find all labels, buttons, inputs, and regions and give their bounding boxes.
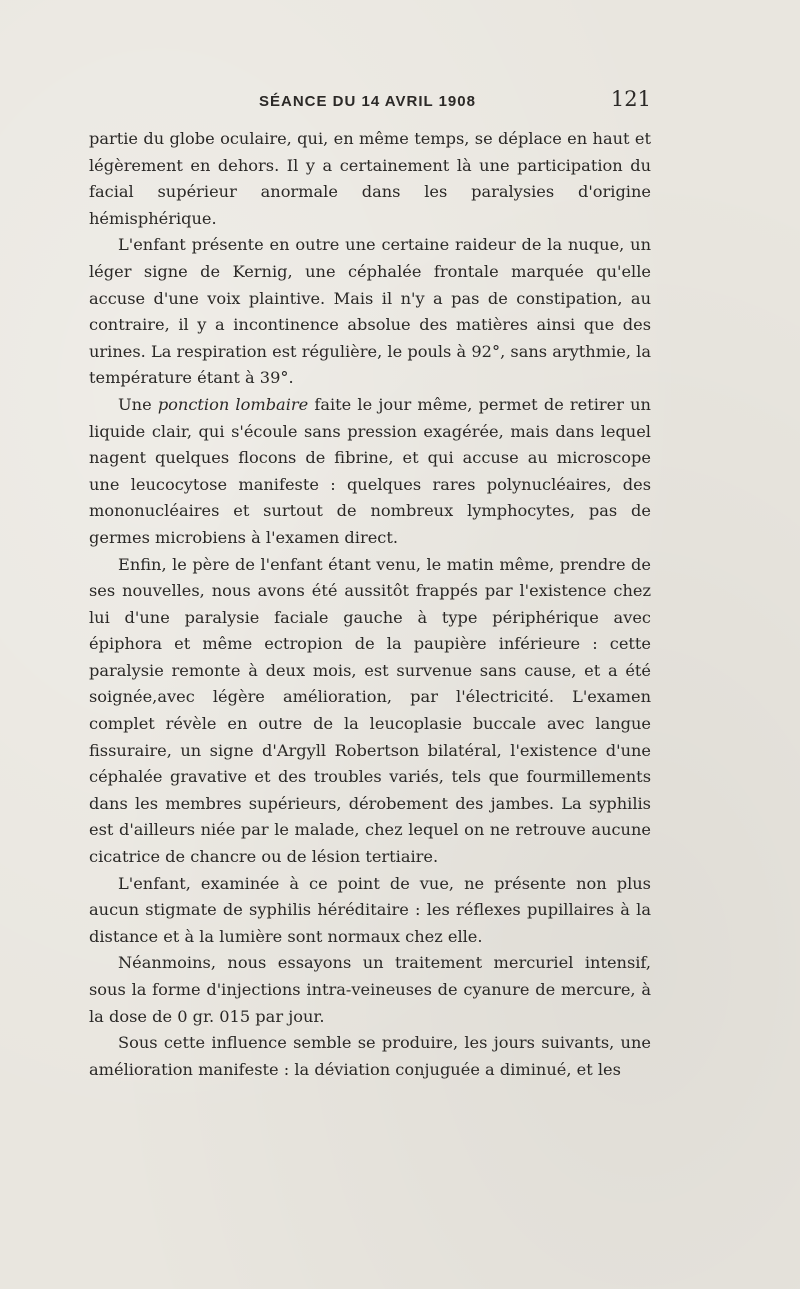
ponction-lombaire-italic: ponction lombaire bbox=[157, 394, 309, 414]
paragraph-5: L'enfant, examinée à ce point de vue, ne présente non plus aucun stigmate de syphilis héréditaire : les réflexes pupillaires à la distance et à la lumière sont normaux chez elle. bbox=[89, 873, 651, 946]
running-title: SÉANCE DU 14 AVRIL 1908 bbox=[259, 93, 476, 110]
paragraph-2: L'enfant présente en outre une certaine raideur de la nuque, un léger signe de Kernig, une céphalée frontale marquée qu'elle accuse d'une voix plaintive. Mais il n'y a pas de constipation, au contraire, il y a incontinence absolue des matières ainsi que des urines. La respiration est régulière, le pouls à 92°, sans arythmie, la température étant à 39°. bbox=[89, 235, 651, 388]
paragraph-3-start: Une bbox=[118, 394, 158, 414]
body-text bbox=[89, 126, 651, 1083]
page-number: 121 bbox=[610, 87, 651, 111]
paragraph-4: Enfin, le père de l'enfant étant venu, le matin même, prendre de ses nouvelles, nous avons été aussitôt frappés par l'existence chez lui d'une paralysie faciale gauche à type périphérique avec épiphora et même ectropion de la paupière inférieure : cette paralysie remonte à deux mois, est survenue sans cause, et a été soignée,avec légère amélioration, par l'électricité. L'examen complet révèle en outre de la leucoplasie buccale avec langue fissuraire, un signe d'Argyll Robertson bilatéral, l'existence d'une céphalée gravative et des troubles variés, tels que fourmillements dans les membres supérieurs, dérobement des jambes. La syphilis est d'ailleurs niée par le malade, chez lequel on ne retrouve aucune cicatrice de chancre ou de lésion tertiaire. bbox=[89, 554, 651, 867]
paragraph-3-rest: faite le jour même, permet de retirer un liquide clair, qui s'écoule sans pression exagérée, mais dans lequel nagent quelques flocons de fibrine, et qui accuse au microscope une leucocytose manifeste : quelques rares polynucléaires, des mononucléaires et surtout de nombreux lymphocytes, pas de germes microbiens à l'examen direct. bbox=[89, 394, 651, 547]
paragraph-1: partie du globe oculaire, qui, en même temps, se déplace en haut et légèrement en dehors. Il y a certainement là une participation du facial supérieur anormale dans les paralysies d'origine hémisphérique. bbox=[89, 129, 651, 228]
paragraph-7: Sous cette influence semble se produire, les jours suivants, une amélioration manifeste : la déviation conjuguée a diminué, et les bbox=[89, 1033, 651, 1079]
running-head bbox=[89, 87, 651, 117]
paragraph-6: Néanmoins, nous essayons un traitement mercuriel intensif, sous la forme d'injections intra-veineuses de cyanure de mercure, à la dose de 0 gr. 015 par jour. bbox=[89, 953, 651, 1026]
paragraph-3 bbox=[89, 392, 651, 552]
